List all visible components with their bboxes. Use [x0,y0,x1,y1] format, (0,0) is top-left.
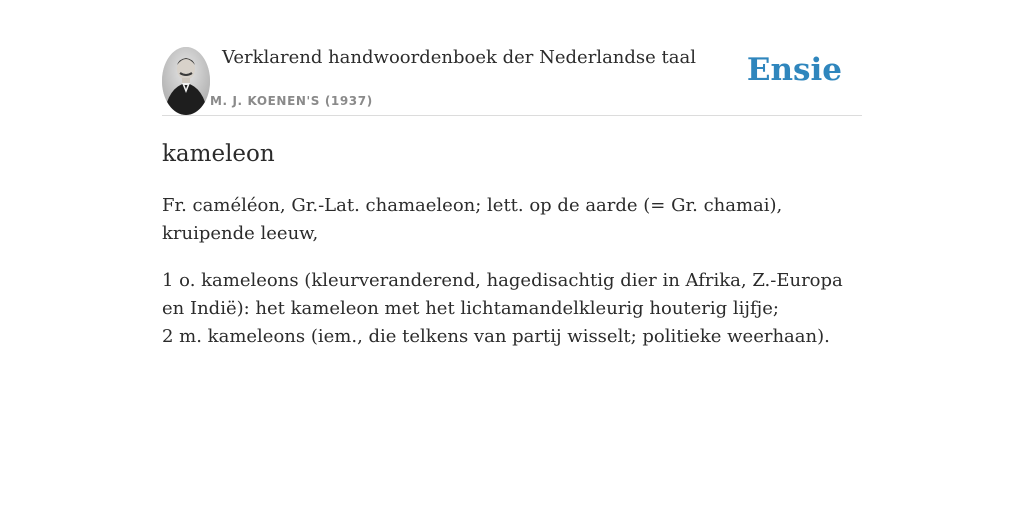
entry-sense: 2 m. kameleons (iem., die telkens van partij wisselt; politieke weerhaan). [162,326,830,347]
book-title: Verklarend handwoordenboek der Nederlandse taal [222,47,696,68]
dictionary-header [162,0,862,116]
book-subtitle: M. J. KOENEN'S (1937) [210,94,373,108]
page [162,0,862,347]
entry-etymology: Fr. caméléon, Gr.-Lat. chamaeleon; lett. op de aarde (= Gr. chamai), kruipende leeuw, [162,195,783,244]
ensie-logo-link[interactable]: Ensie [746,52,842,88]
entry-sense: 1 o. kameleons (kleurveranderend, hagedisachtig dier in Afrika, Z.-Europa en Indië): het kameleon met het lichtamandelkleurig houterig lijfje; [162,270,843,319]
author-portrait-icon [162,47,210,115]
entry-senses [162,267,852,351]
entry-headword: kameleon [162,141,275,167]
